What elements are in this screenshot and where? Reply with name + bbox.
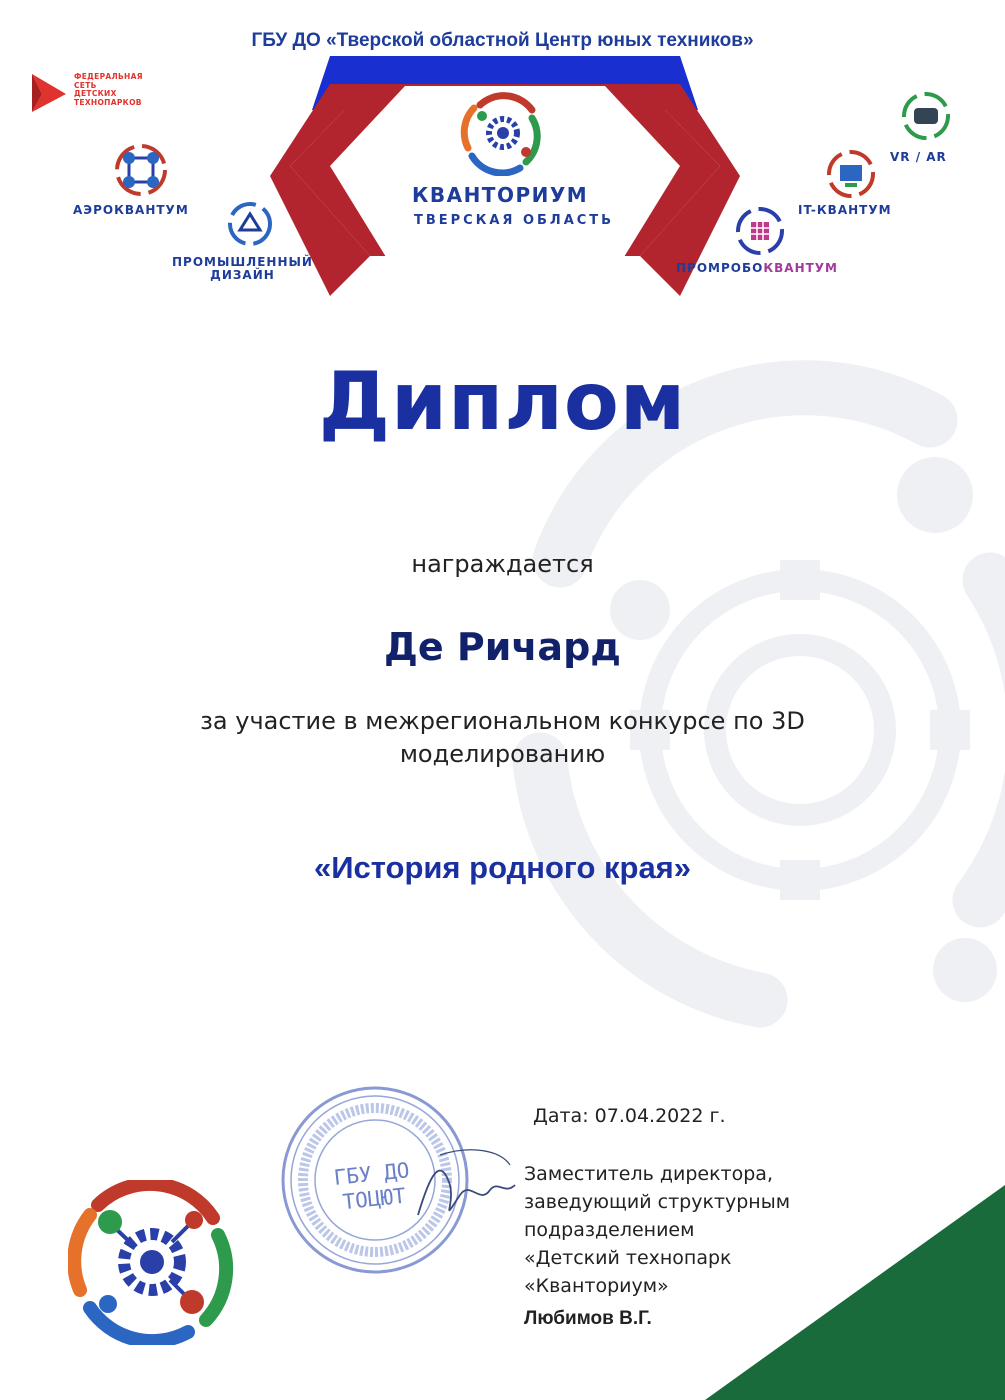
it-quantum-icon <box>825 148 877 200</box>
fed-line-2: СЕТЬ <box>74 80 97 90</box>
industrial-line-2: ДИЗАЙН <box>210 268 275 282</box>
position-line-4: «Детский технопарк <box>524 1247 732 1269</box>
kvantorium-region: ТВЕРСКАЯ ОБЛАСТЬ <box>414 213 615 228</box>
signature <box>410 1135 520 1235</box>
position-line-1: Заместитель директора, <box>524 1163 773 1185</box>
position-line-5: «Кванториум» <box>524 1275 669 1297</box>
fed-line-1: ФЕДЕРАЛЬНАЯ <box>74 72 143 81</box>
fed-line-3: ДЕТСКИХ <box>74 89 117 98</box>
diploma-title: Диплом <box>318 355 687 448</box>
vr-ar-label: VR / AR <box>890 150 947 164</box>
stamp-line-2: ТОЦЮТ <box>341 1183 407 1215</box>
promrobo-quantum-icon <box>734 205 786 257</box>
recipient-name: Де Ричард <box>384 625 621 669</box>
reason-line-1: за участие в межрегиональном конкурсе по 3D <box>200 707 805 735</box>
promrobo-quantum-label <box>676 261 838 275</box>
federal-network-logo-icon <box>28 72 70 114</box>
fed-line-4: ТЕХНОПАРКОВ <box>74 97 142 107</box>
kvantorium-bottom-logo-icon <box>68 1180 236 1345</box>
stamp-text <box>333 1158 414 1216</box>
it-quantum-label: IT-КВАНТУМ <box>798 203 892 217</box>
awarded-text: награждается <box>411 550 594 578</box>
award-reason <box>150 705 855 771</box>
vr-ar-icon <box>900 90 952 142</box>
industrial-design-icon <box>226 200 274 248</box>
promrobo-prefix: ПРОМРОБО <box>676 261 764 275</box>
federal-network-label <box>74 73 143 107</box>
issue-date: Дата: 07.04.2022 г. <box>533 1105 726 1127</box>
signer-position <box>524 1160 790 1300</box>
signer-name: Любимов В.Г. <box>524 1308 652 1329</box>
aero-quantum-label: АЭРОКВАНТУМ <box>73 203 189 217</box>
position-line-3: подразделением <box>524 1219 695 1241</box>
organization-title: ГБУ ДО «Тверской областной Центр юных техников» <box>251 30 754 51</box>
kvantorium-logo-icon <box>460 90 546 176</box>
contest-name: «История родного края» <box>313 850 692 885</box>
reason-line-2: моделированию <box>399 740 606 768</box>
aero-quantum-icon <box>113 142 169 198</box>
industrial-design-label <box>172 256 313 282</box>
kvantorium-title: КВАНТОРИУМ <box>412 183 589 207</box>
industrial-line-1: ПРОМЫШЛЕННЫЙ <box>172 255 313 269</box>
position-line-2: заведующий структурным <box>524 1191 791 1213</box>
promrobo-suffix: КВАНТУМ <box>763 261 838 275</box>
stamp-line-1: ГБУ ДО <box>332 1158 411 1190</box>
